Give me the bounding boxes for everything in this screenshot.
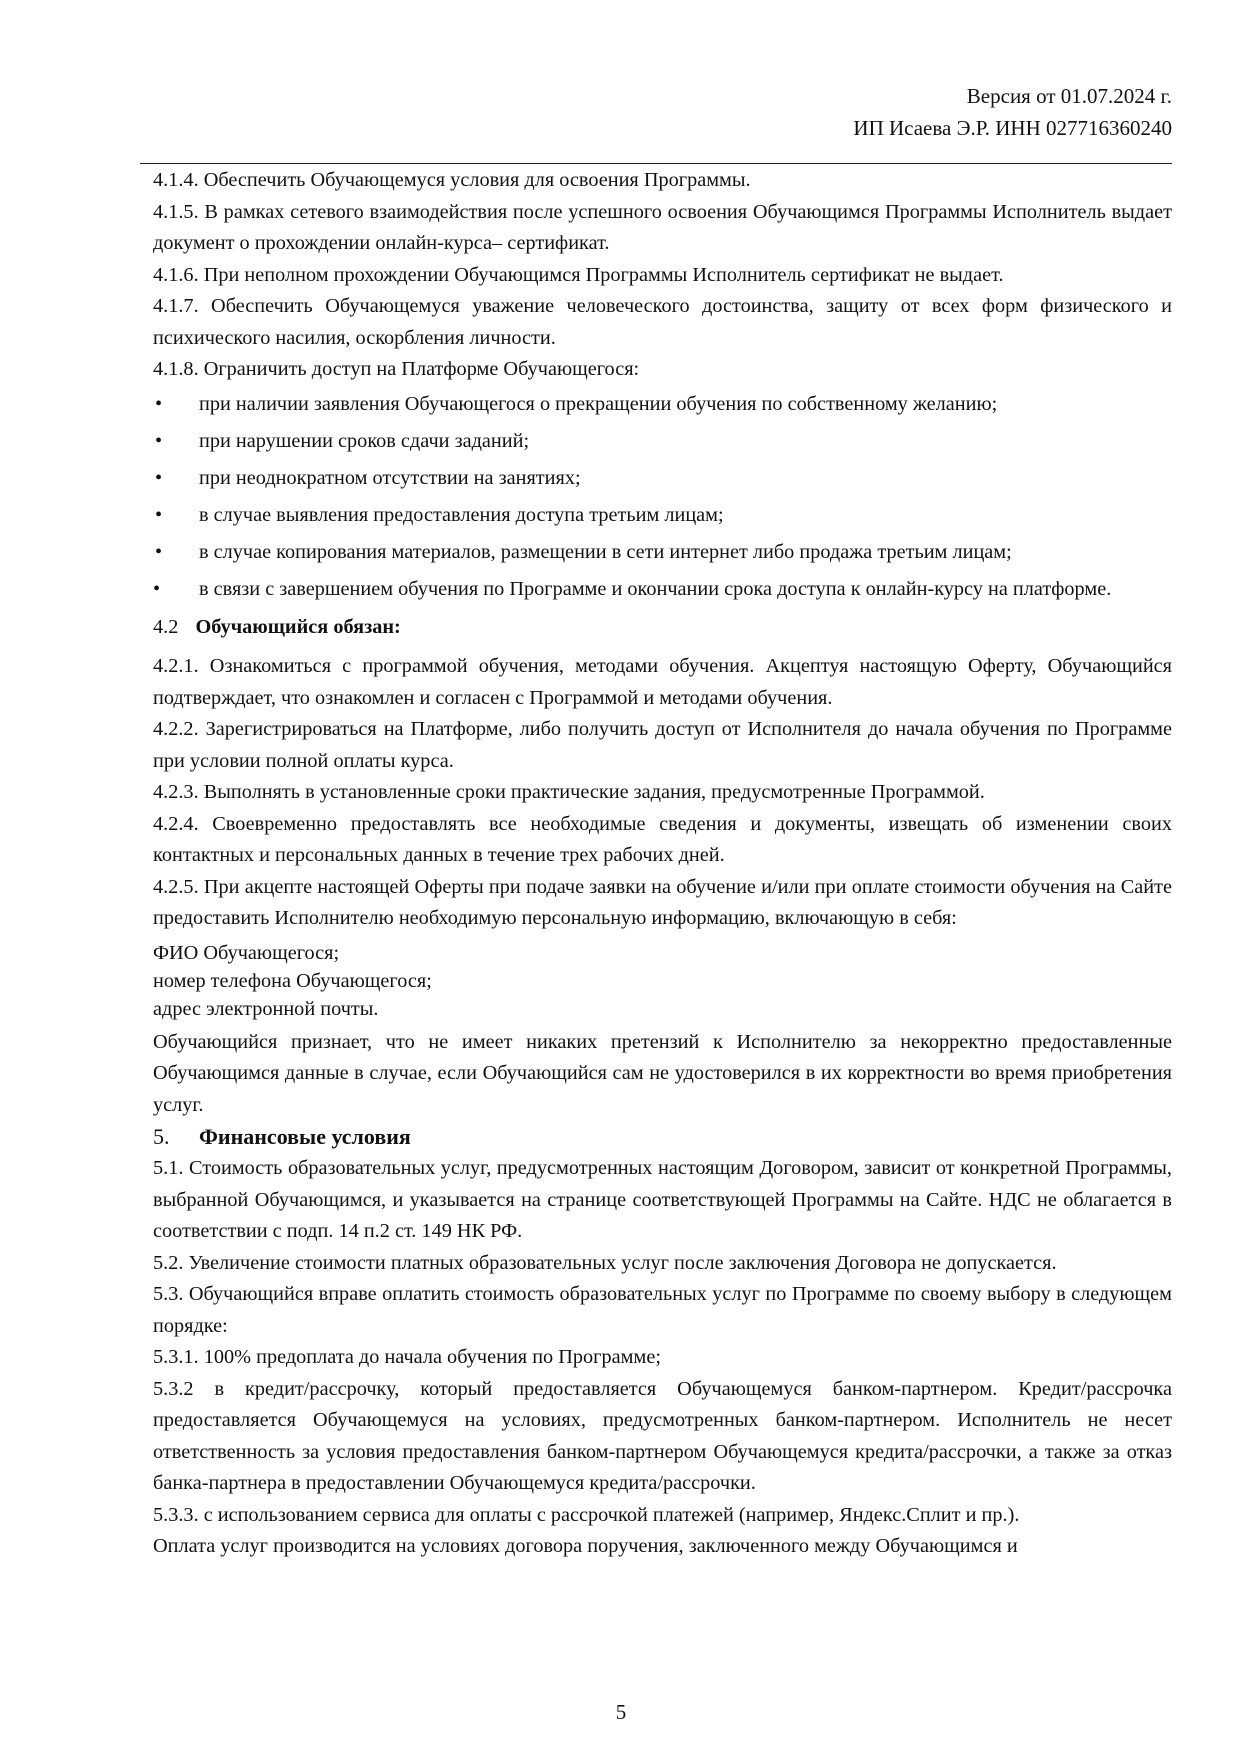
owner-line: ИП Исаева Э.Р. ИНН 027716360240	[853, 116, 1172, 140]
clause-5-2: 5.2. Увеличение стоимости платных образовательных услуг после заключения Договора не допускается.	[153, 1251, 1057, 1274]
clause-4-1-4: 4.1.4. Обеспечить Обучающемуся условия для освоения Программы.	[153, 169, 751, 191]
bullet-icon: •	[155, 429, 163, 452]
section-number: 5.	[153, 1124, 170, 1149]
clause-5-3-1: 5.3.1. 100% предоплата до начала обучения по Программе;	[153, 1346, 661, 1368]
header-divider	[140, 163, 1172, 164]
clause-4-1-8: 4.1.8. Ограничить доступ на Платформе Обучающегося:	[153, 358, 640, 380]
section-title: Финансовые условия	[199, 1124, 411, 1149]
clause-4-2-3: 4.2.3. Выполнять в установленные сроки практические задания, предусмотренные Программой.	[153, 781, 985, 803]
list-item: • при наличии заявления Обучающегося о прекращении обучения по собственному желанию;	[155, 392, 998, 415]
page-header	[853, 80, 1172, 144]
bullet-icon: •	[155, 503, 163, 526]
list-item: • в случае копирования материалов, размещении в сети интернет либо продажа третьим лицам;	[155, 540, 1012, 563]
clause-5-3: 5.3. Обучающийся вправе оплатить стоимость образовательных услуг по Программе по своему выбору в следующем порядке:	[153, 1283, 1172, 1337]
version-line: Версия от 01.07.2024 г.	[966, 84, 1172, 108]
section-number: 4.2	[153, 615, 179, 638]
clause-4-2-5: 4.2.5. При акцепте настоящей Оферты при подаче заявки на обучение и/или при оплате стоимости обучения на Сайте предоставить Исполнителю необходимую персональную информацию, включающую в себя:	[153, 875, 1172, 929]
clause-5-1: 5.1. Стоимость образовательных услуг, предусмотренных настоящим Договором, зависит от конкретной Программы, выбранной Обучающимся, и указывается на странице соответствующей Программы на Сайте. НДС не облагается в соответствии с подп. 14 п.2 ст. 149 НК РФ.	[153, 1157, 1172, 1242]
clause-4-1-5: 4.1.5. В рамках сетевого взаимодействия после успешного освоения Обучающимся Программы Исполнитель выдает документ о прохождении онлайн-курса– сертификат.	[153, 200, 1172, 254]
bullet-icon: •	[155, 466, 163, 489]
page-number: 5	[615, 1700, 627, 1724]
personal-item: номер телефона Обучающегося;	[153, 969, 432, 992]
clause-4-2-2: 4.2.2. Зарегистрироваться на Платформе, либо получить доступ от Исполнителя до начала обучения по Программе при условии полной оплаты курса.	[153, 718, 1172, 772]
list-item: • при нарушении сроков сдачи заданий;	[155, 429, 530, 452]
personal-item: адрес электронной почты.	[153, 997, 379, 1020]
clause-5-3-3: 5.3.3. с использованием сервиса для оплаты с рассрочкой платежей (например, Яндекс.Сплит и пр.).	[153, 1503, 1020, 1526]
section-4-2-heading	[153, 608, 1172, 652]
list-item: • в случае выявления предоставления доступа третьим лицам;	[155, 503, 724, 526]
payment-paragraph: Оплата услуг производится на условиях договора поручения, заключенного между Обучающимся и	[153, 1535, 1018, 1557]
document-body	[153, 165, 1172, 1563]
bullet-icon: •	[153, 577, 161, 600]
bullet-icon: •	[155, 392, 163, 415]
clause-4-1-7: 4.1.7. Обеспечить Обучающемуся уважение человеческого достоинства, защиту от всех форм физического и психического насилия, оскорбления личности.	[153, 295, 1172, 349]
clause-4-2-1: 4.2.1. Ознакомиться с программой обучения, методами обучения. Акцептуя настоящую Оферту, Обучающийся подтверждает, что ознакомлен и согласен с Программой и методами обучения.	[153, 655, 1172, 709]
clause-4-1-6: 4.1.6. При неполном прохождении Обучающимся Программы Исполнитель сертификат не выдает.	[153, 263, 1004, 286]
section-5-heading	[153, 1121, 1172, 1153]
list-item: • в связи с завершением обучения по Программе и окончании срока доступа к онлайн-курсу на платформе.	[153, 577, 1112, 600]
list-item: • при неоднократном отсутствии на занятиях;	[155, 466, 581, 489]
bullet-icon: •	[155, 540, 163, 563]
clause-5-3-2: 5.3.2 в кредит/рассрочку, который предоставляется Обучающемуся банком-партнером. Кредит/рассрочка предоставляется Обучающемуся на условиях, предусмотренных банком-партнером. Исполнитель не несет ответственность за условия предоставления банком-партнером Обучающемуся кредита/рассрочки, а также за отказ банка-партнера в предоставлении Обучающемуся кредита/рассрочки.	[153, 1377, 1172, 1494]
personal-item: ФИО Обучающегося;	[153, 941, 340, 964]
claims-paragraph: Обучающийся признает, что не имеет никаких претензий к Исполнителю за некорректно предоставленные Обучающимся данные в случае, если Обучающийся сам не удостоверился в их корректности во время приобретения услуг.	[153, 1030, 1172, 1116]
clause-4-2-4: 4.2.4. Своевременно предоставлять все необходимые сведения и документы, извещать об изменении своих контактных и персональных данных в течение трех рабочих дней.	[153, 812, 1172, 866]
section-title: Обучающийся обязан:	[195, 615, 401, 638]
